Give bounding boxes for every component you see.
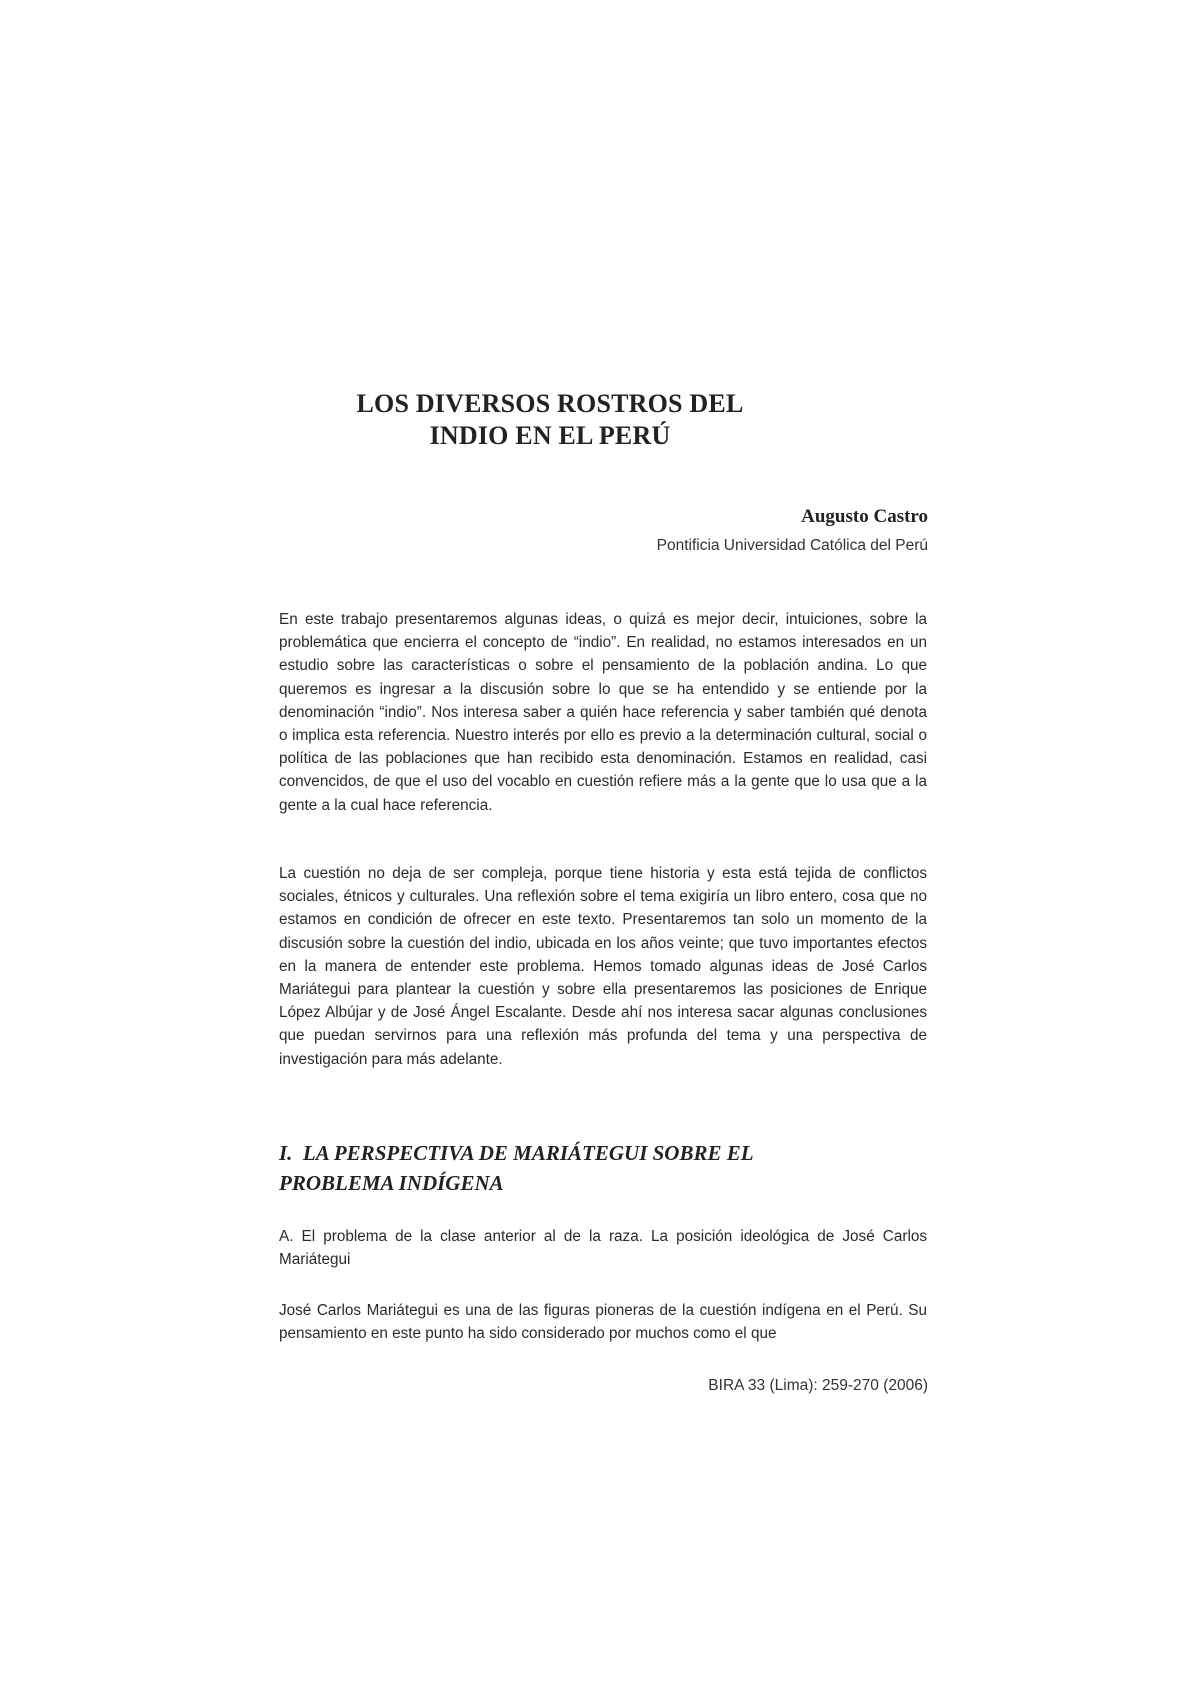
intro-paragraph-2: La cuestión no deja de ser compleja, porque tiene historia y esta está tejida de conflictos sociales, étnicos y culturales. Una reflexión sobre el tema exigiría un libro entero, cosa que no estamos en condición de ofrecer en este texto. Presentaremos tan solo un momento de la discusión sobre la cuestión del indio, ubicada en los años veinte; que tuvo importantes efectos en la manera de entender este problema. Hemos tomado algunas ideas de José Carlos Mariátegui para plantear la cuestión y sobre ella presentaremos las posiciones de Enrique López Albújar y de José Ángel Escalante. Desde ahí nos interesa sacar algunas conclusiones que puedan servirnos para una reflexión más profunda del tema y una perspectiva de investigación para más adelante. [279,865,927,1068]
author-name: Augusto Castro [801,506,928,527]
section-paragraph: José Carlos Mariátegui es una de las figuras pioneras de la cuestión indígena en el Perú. Su pensamiento en este punto ha sido considerado por muchos como el que [279,1302,927,1343]
article-title [280,388,820,452]
title-line-1: LOS DIVERSOS ROSTROS DEL [356,389,744,418]
section-heading-line-1: I. LA PERSPECTIVA DE MARIÁTEGUI SOBRE EL [279,1141,754,1165]
section-heading-line-2: PROBLEMA INDÍGENA [279,1171,504,1195]
journal-citation: BIRA 33 (Lima): 259-270 (2006) [708,1377,928,1394]
intro-paragraph-1: En este trabajo presentaremos algunas ideas, o quizá es mejor decir, intuiciones, sobre la problemática que encierra el concepto de “indio”. En realidad, no estamos interesados en un estudio sobre las características o sobre el pensamiento de la población andina. Lo que queremos es ingresar a la discusión sobre lo que se ha entendido y se entiende por la denominación “indio”. Nos interesa saber a quién hace referencia y saber también qué denota o implica esta referencia. Nuestro interés por ello es previo a la determinación cultural, social o política de las poblaciones que han recibido esta denominación. Estamos en realidad, casi convencidos, de que el uso del vocablo en cuestión refiere más a la gente que lo usa que a la gente a la cual hace referencia. [279,611,927,814]
author-affiliation: Pontificia Universidad Católica del Perú [656,537,928,554]
subsection-heading: A. El problema de la clase anterior al de la raza. La posición ideológica de José Carlos Mariátegui [279,1228,927,1269]
title-line-2: INDIO EN EL PERÚ [429,421,671,450]
section-heading [279,1138,927,1198]
